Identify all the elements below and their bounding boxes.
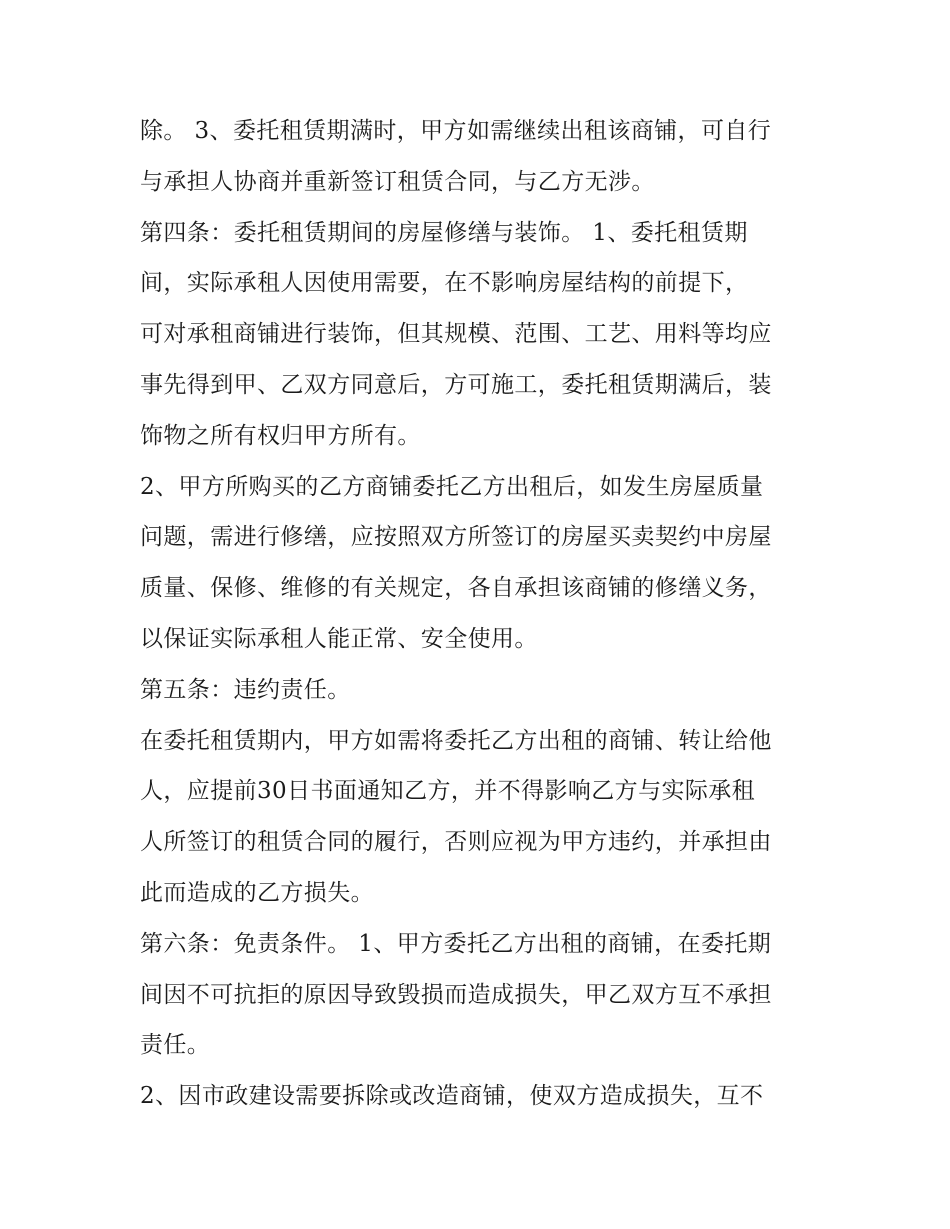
text-line: 2、甲方所购买的乙方商铺委托乙方出租后，如发生房屋质量 (140, 473, 764, 500)
text-line: 责任。 (140, 1032, 211, 1059)
text-line: 间因不可抗拒的原因导致毁损而造成损失，甲乙双方互不承担 (140, 981, 772, 1008)
text-line: 事先得到甲、乙双方同意后，方可施工，委托租赁期满后，装 (140, 371, 772, 398)
text-line: 饰物之所有权归甲方所有。 (140, 422, 421, 449)
text-line: 2、因市政建设需要拆除或改造商铺，使双方造成损失，互不 (140, 1083, 764, 1110)
text-line: 以保证实际承租人能正常、安全使用。 (140, 625, 538, 652)
article-6-heading-line: 第六条：免责条件。 1、甲方委托乙方出租的商铺，在委托期 (140, 930, 772, 957)
text-line: 间，实际承租人因使用需要，在不影响房屋结构的前提下， (140, 270, 749, 297)
text-line: 人，应提前30日书面通知乙方，并不得影响乙方与实际承租 (140, 778, 756, 805)
text-line: 可对承租商铺进行装饰，但其规模、范围、工艺、用料等均应 (140, 321, 772, 348)
text-line: 在委托租赁期内，甲方如需将委托乙方出租的商铺、转让给他 (140, 727, 772, 754)
text-line: 此而造成的乙方损失。 (140, 879, 374, 906)
text-line: 除。 3、委托租赁期满时，甲方如需继续出租该商铺，可自行 (140, 118, 772, 144)
text-line: 人所签订的租赁合同的履行，否则应视为甲方违约，并承担由 (140, 829, 772, 856)
article-5-heading: 第五条：违约责任。 (140, 676, 351, 703)
article-4-heading-line: 第四条：委托租赁期间的房屋修缮与装饰。 1、委托租赁期 (140, 219, 748, 246)
text-line: 问题，需进行修缮，应按照双方所签订的房屋买卖契约中房屋 (140, 524, 772, 551)
contract-text (140, 106, 820, 1122)
text-line: 与承担人协商并重新签订租赁合同，与乙方无涉。 (140, 168, 655, 195)
text-line: 质量、保修、维修的有关规定，各自承担该商铺的修缮义务， (140, 575, 772, 602)
